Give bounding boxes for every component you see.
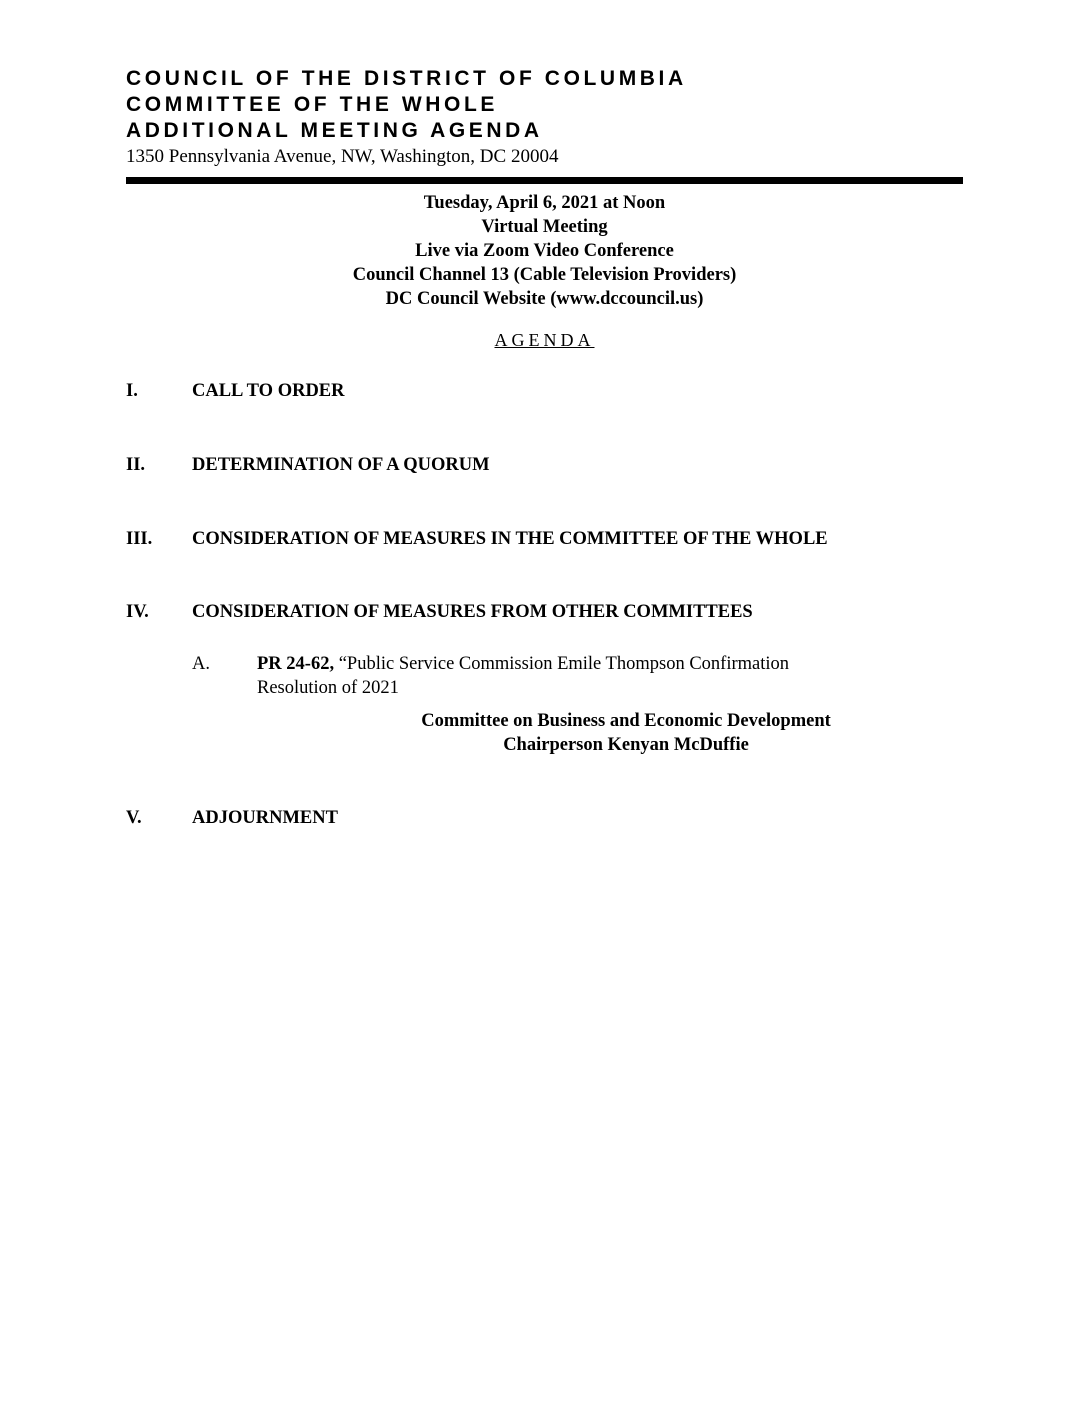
- committee-name: COMMITTEE OF THE WHOLE: [126, 93, 499, 116]
- agenda-item-number: I.: [126, 381, 138, 401]
- agenda-item-title: CALL TO ORDER: [192, 381, 345, 401]
- meeting-format: Virtual Meeting: [481, 217, 608, 237]
- letterhead: [126, 66, 687, 169]
- committee-chairperson: Chairperson Kenyan McDuffie: [503, 735, 749, 755]
- agenda-item-number: III.: [126, 529, 153, 549]
- meeting-website: DC Council Website (www.dccouncil.us): [385, 289, 704, 309]
- agenda-item-number: V.: [126, 808, 142, 828]
- sub-item-letter: A.: [192, 654, 210, 674]
- meeting-info: [126, 191, 963, 311]
- meeting-date-time: Tuesday, April 6, 2021 at Noon: [423, 193, 666, 213]
- document-title: ADDITIONAL MEETING AGENDA: [126, 119, 543, 142]
- agenda-item-number: II.: [126, 455, 146, 475]
- committee-block: [290, 709, 962, 757]
- resolution-number: PR 24-62,: [257, 654, 335, 674]
- meeting-platform: Live via Zoom Video Conference: [415, 241, 674, 261]
- council-address: 1350 Pennsylvania Avenue, NW, Washington, DC 20004: [126, 146, 559, 167]
- agenda-item-title: DETERMINATION OF A QUORUM: [192, 455, 490, 475]
- council-name: COUNCIL OF THE DISTRICT OF COLUMBIA: [126, 67, 687, 90]
- agenda-heading: AGENDA: [494, 330, 595, 350]
- resolution-title-line2: Resolution of 2021: [257, 678, 399, 698]
- agenda-item-number: IV.: [126, 602, 149, 622]
- agenda-item-title: CONSIDERATION OF MEASURES FROM OTHER COMMITTEES: [192, 602, 753, 622]
- committee-name-line: Committee on Business and Economic Development: [421, 711, 831, 731]
- header-divider: [126, 177, 963, 184]
- agenda-item-title: ADJOURNMENT: [192, 808, 338, 828]
- resolution-title-line1: “Public Service Commission Emile Thompson Confirmation: [334, 654, 790, 674]
- sub-item-body: [257, 652, 897, 700]
- meeting-channel: Council Channel 13 (Cable Television Providers): [352, 265, 737, 285]
- agenda-item-title: CONSIDERATION OF MEASURES IN THE COMMITTEE OF THE WHOLE: [192, 529, 828, 549]
